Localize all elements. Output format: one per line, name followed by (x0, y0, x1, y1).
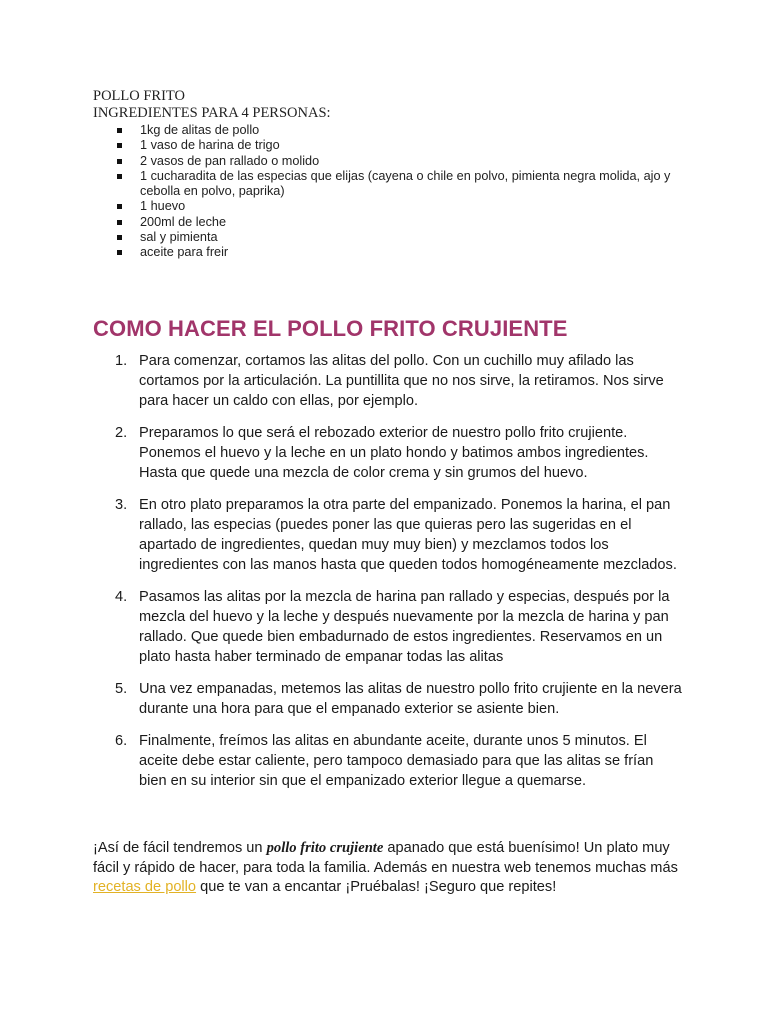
ingredients-heading: INGREDIENTES PARA 4 PERSONAS: (93, 105, 331, 121)
step-text: Una vez empanadas, metemos las alitas de nuestro pollo frito crujiente en la nevera durante una hora para que el empanado exterior se asiente bien. (139, 681, 682, 717)
emphasized-phrase: pollo frito crujiente (266, 840, 384, 856)
step-text: Pasamos las alitas por la mezcla de harina pan rallado y especias, después por la mezcla del huevo y la leche y después nuevamente por la mezcla de harina y pan rallado. Que quede bien embadurnado de estos ingredientes. Reservamos en un plato hasta haber terminado de empanar todas las alitas (139, 589, 670, 665)
step-item (93, 495, 683, 575)
ingredient-item: 1 huevo (116, 199, 676, 214)
closing-text-end: que te van a encantar ¡Pruébalas! ¡Seguro que repites! (196, 879, 557, 895)
recipes-link[interactable]: recetas de pollo (93, 879, 197, 895)
ingredient-item: aceite para freir (116, 245, 676, 260)
step-item (93, 731, 683, 791)
ingredient-item: 2 vasos de pan rallado o molido (116, 154, 676, 169)
step-number: 1. (115, 353, 128, 369)
ingredient-item: 1 cucharadita de las especias que elijas (cayena o chile en polvo, pimienta negra molida, ajo y cebolla en polvo, paprika) (116, 169, 676, 200)
step-item (93, 679, 683, 719)
recipe-title: POLLO FRITO (93, 88, 185, 104)
step-text: Para comenzar, cortamos las alitas del pollo. Con un cuchillo muy afilado las cortamos por la articulación. La puntillita que no nos sirve, la retiramos. Nos sirve para hacer un caldo con ellas, por ejemplo. (139, 353, 664, 409)
step-item (93, 351, 683, 411)
closing-text-middle: apanado que está buenísimo! Un plato muy fácil y rápido de hacer, para toda la familia. Además en nuestra web tenemos muchas más (93, 840, 678, 876)
step-text: En otro plato preparamos la otra parte del empanizado. Ponemos la harina, el pan rallado, las especias (puedes poner las que quieras pero las sugeridas en el apartado de ingredientes, quedan muy muy bien) y mezclamos todos los ingredientes con las manos hasta que queden todos homogéneamente mezclados. (139, 497, 677, 573)
ingredients-list (116, 123, 676, 261)
ingredient-item: 1 vaso de harina de trigo (116, 138, 676, 153)
step-text: Preparamos lo que será el rebozado exterior de nuestro pollo frito crujiente. Ponemos el huevo y la leche en un plato hondo y batimos ambos ingredientes. Hasta que quede una mezcla de color crema y sin grumos del huevo. (139, 425, 649, 481)
ingredient-item: 200ml de leche (116, 215, 676, 230)
ingredient-item: 1kg de alitas de pollo (116, 123, 676, 138)
step-number: 6. (115, 733, 128, 749)
section-heading: COMO HACER EL POLLO FRITO CRUJIENTE (93, 316, 568, 341)
step-number: 3. (115, 497, 128, 513)
ingredient-item: sal y pimienta (116, 230, 676, 245)
closing-text-start: ¡Así de fácil tendremos un (93, 840, 267, 856)
step-item (93, 587, 683, 667)
closing-paragraph (93, 839, 683, 898)
step-number: 2. (115, 425, 128, 441)
step-item (93, 423, 683, 483)
step-text: Finalmente, freímos las alitas en abundante aceite, durante unos 5 minutos. El aceite debe estar caliente, pero tampoco demasiado para que las alitas se frían bien en su interior sin que el empanizado exterior llegue a quemarse. (139, 733, 654, 789)
steps-list (93, 351, 683, 803)
step-number: 4. (115, 589, 128, 605)
step-number: 5. (115, 681, 128, 697)
